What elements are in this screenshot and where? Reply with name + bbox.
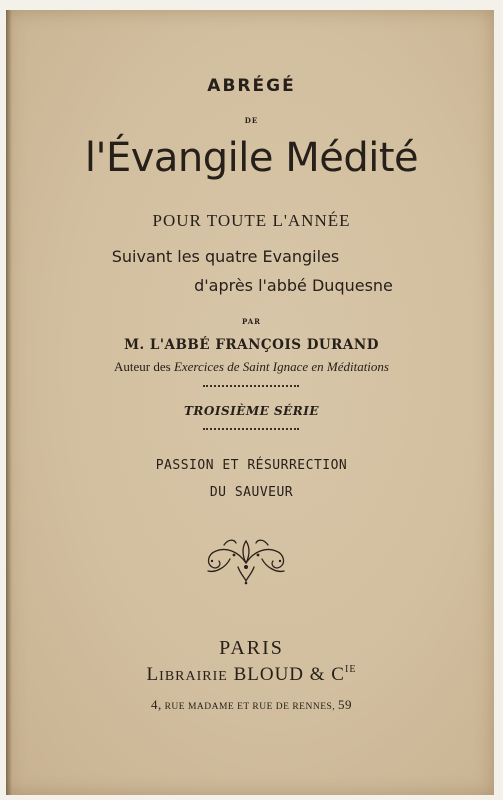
publisher-sup: IE [344,664,357,675]
author-role-work: Exercices de Saint Ignace en Méditations [173,359,389,374]
label-par: PAR [241,317,261,326]
main-title: l'Évangile Médité [84,135,419,181]
address-text: RUE MADAME ET RUE DE RENNES, [164,702,336,712]
imprint-city: PARIS [219,637,284,659]
publisher-rest: IBRAIRIE [159,669,228,684]
author-role-prefix: Auteur des [114,359,171,374]
heading-abrege: ABRÉGÉ [207,76,296,96]
subtitle-pour-toute-lannee: POUR TOUTE L'ANNÉE [152,211,351,230]
address-number-end: 59 [338,697,353,712]
volume-title-line1: PASSION ET RÉSURRECTION [155,458,348,473]
volume-title-line2: DU SAUVEUR [209,485,294,500]
dotted-rule-bottom [203,428,299,430]
imprint-address [0,697,503,713]
dotted-rule-top [203,385,299,387]
floral-ornament-icon [200,533,292,585]
imprint-publisher [0,664,503,686]
publisher-initial: L [146,664,160,685]
subtitle-apres: d'après l'abbé Duquesne [194,276,393,295]
heading-de: DE [244,116,259,125]
address-number-start: 4, [150,697,162,712]
subtitle-suivant: Suivant les quatre Evangiles [111,247,340,266]
series-label: TROISIÈME SÉRIE [183,404,320,418]
author-name: M. L'ABBÉ FRANÇOIS DURAND [124,337,379,353]
publisher-name: BLOUD & C [233,664,345,685]
author-role [0,359,503,375]
